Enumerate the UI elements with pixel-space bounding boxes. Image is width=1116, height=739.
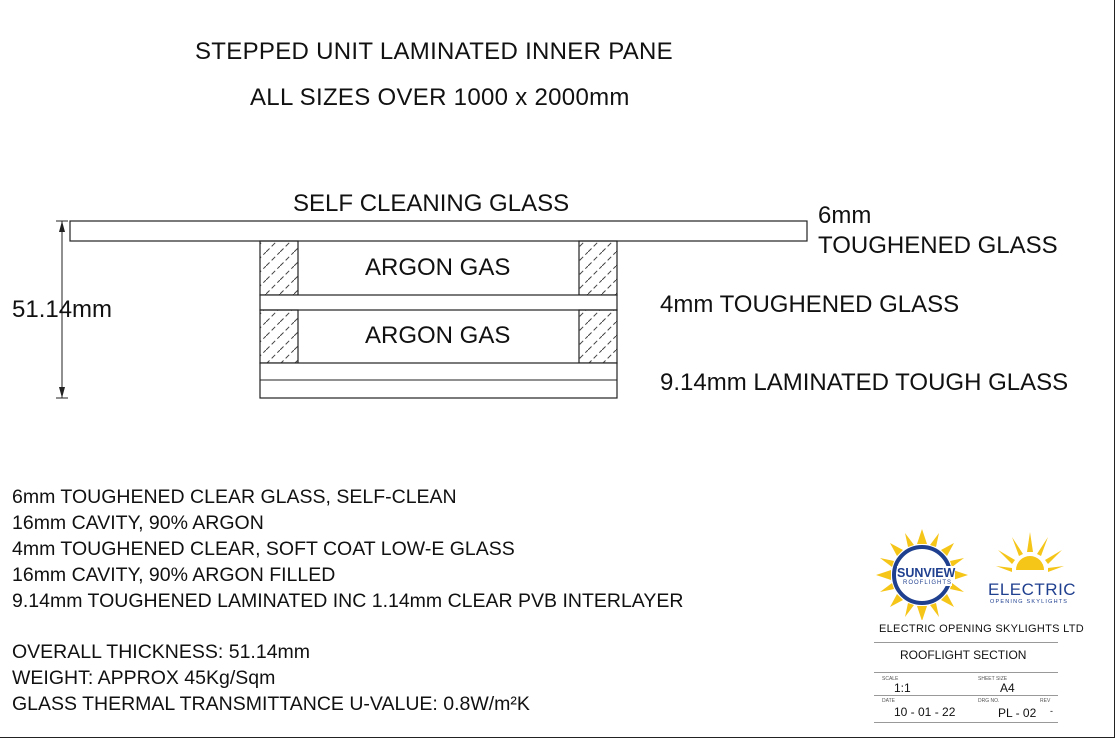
drawing-number-value: PL - 02: [998, 706, 1037, 720]
middle-pane-label: 4mm TOUGHENED GLASS: [660, 291, 960, 318]
date-label: DATE: [882, 698, 895, 704]
spec-list: [12, 484, 683, 614]
drawing-title-line-2: ALL SIZES OVER 1000 x 2000mm: [250, 84, 630, 111]
electric-logo-name: ELECTRIC: [988, 580, 1077, 599]
electric-logo-sub: OPENING SKYLIGHTS: [990, 599, 1069, 605]
overall-thickness: OVERALL THICKNESS: 51.14mm: [12, 641, 311, 663]
scale-value: 1:1: [894, 681, 911, 695]
sunview-logo-name: SUNVIEW: [897, 566, 956, 580]
title-block-rule: [874, 672, 1058, 673]
drawing-number-label: DRG NO.: [978, 698, 1000, 704]
electric-sun-icon: [995, 530, 1065, 582]
spec-line: 16mm CAVITY, 90% ARGON FILLED: [12, 564, 336, 586]
spacer-right-2: [579, 310, 617, 363]
drawing-title-line-1: STEPPED UNIT LAMINATED INNER PANE: [195, 38, 673, 65]
u-value: GLASS THERMAL TRANSMITTANCE U-VALUE: 0.8W/m²K: [12, 693, 530, 715]
spacer-left-1: [260, 241, 298, 295]
sunview-logo-sub: ROOFLIGHTS: [903, 580, 953, 586]
date-value: 10 - 01 - 22: [894, 705, 956, 719]
argon-gas-label-1: ARGON GAS: [365, 254, 511, 281]
revision-label: REV: [1040, 698, 1051, 704]
spec-line: 4mm TOUGHENED CLEAR, SOFT COAT LOW-E GLASS: [12, 538, 515, 560]
middle-glass-pane: [260, 295, 617, 310]
company-name: ELECTRIC OPENING SKYLIGHTS LTD: [879, 623, 1085, 635]
spacer-left-2: [260, 310, 298, 363]
spec-line: 6mm TOUGHENED CLEAR GLASS, SELF-CLEAN: [12, 486, 457, 508]
argon-gas-label-2: ARGON GAS: [365, 322, 511, 349]
revision-value: -: [1050, 706, 1053, 716]
title-block-drawing-title: ROOFLIGHT SECTION: [900, 648, 1027, 662]
inner-pane-label: 9.14mm LAMINATED TOUGH GLASS: [660, 369, 1069, 396]
scale-label: SCALE: [882, 676, 899, 682]
title-block-rule: [874, 722, 1058, 723]
spacer-right-1: [579, 241, 617, 295]
sheet-size-label: SHEET SIZE: [978, 676, 1008, 682]
spec-line: 9.14mm TOUGHENED LAMINATED INC 1.14mm CLEAR PVB INTERLAYER: [12, 590, 684, 612]
top-glass-label: SELF CLEANING GLASS: [293, 190, 570, 217]
weight: WEIGHT: APPROX 45Kg/Sqm: [12, 667, 276, 689]
title-block-rule: [874, 642, 1058, 643]
summary-list: [12, 639, 530, 717]
overall-dimension-label: 51.14mm: [12, 296, 113, 323]
top-glass-pane: [70, 221, 807, 241]
outer-pane-thickness-label: 6mm: [818, 202, 872, 229]
spec-line: 16mm CAVITY, 90% ARGON: [12, 512, 264, 534]
title-block-rule: [874, 695, 1058, 696]
outer-pane-type-label: TOUGHENED GLASS: [818, 232, 1058, 259]
sheet-size-value: A4: [1000, 681, 1015, 695]
